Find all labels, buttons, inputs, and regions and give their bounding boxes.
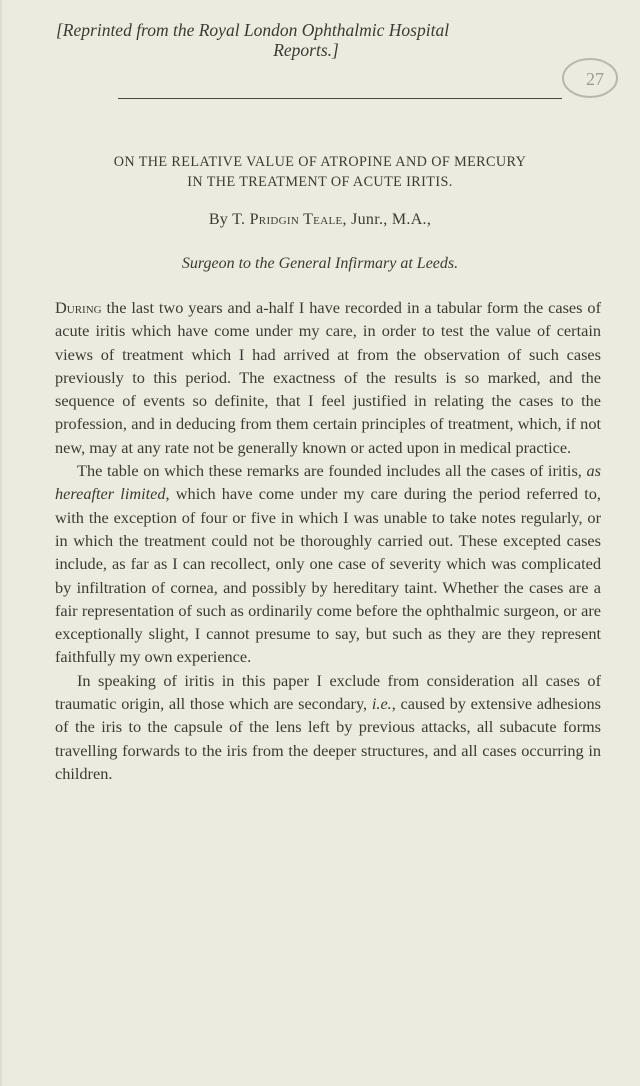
- paragraph-2-text-b: , which have come under my care during the period referred to, with the exception of four or five in which I was unable to take notes regularly, or in which the treatment could not be thoroughly carried out. These excepted cases include, as far as I can recollect, only one case of severity which was complicated by infiltration of cornea, and possibly by hereditary taint. Whether the cases are a fair representation of such as ordinarily come before the ophthalmic surgeon, or are exceptionally slight, I cannot presume to say, but such as they are they represent faithfully my own experience.: [55, 484, 601, 667]
- reprint-line-2: Reports.]: [273, 40, 339, 60]
- paragraph-3-emphasis: i.e.: [371, 694, 392, 714]
- reprint-line-1: [Reprinted from the Royal London Ophthalmic Hospital: [56, 20, 450, 40]
- opening-word: During: [55, 298, 102, 317]
- library-stamp: [560, 56, 620, 100]
- paragraph-3: [55, 669, 601, 785]
- article-title: [40, 152, 600, 192]
- paragraph-3-text-b: , caused by extensive adhesions of the iris to the capsule of the lens left by previous attacks, all subacute forms travelling forwards to the iris from the deeper structures, and all cases occurring in children.: [55, 694, 602, 783]
- stamp-number: 27: [586, 69, 604, 89]
- reprint-notice: [56, 20, 596, 60]
- paragraph-2-text-a: The table on which these remarks are founded includes all the cases of iritis,: [77, 461, 587, 481]
- article-body: [55, 296, 601, 785]
- author-affiliation: Surgeon to the General Infirmary at Leeds.: [181, 255, 459, 272]
- paragraph-2-emphasis: as hereafter limited: [55, 461, 601, 504]
- title-line-2: IN THE TREATMENT OF ACUTE IRITIS.: [187, 174, 453, 190]
- paragraph-2: [55, 459, 601, 669]
- header-rule: [118, 98, 562, 99]
- byline-suffix: , Junr., M.A.,: [342, 211, 432, 228]
- paragraph-3-text-a: In speaking of iritis in this paper I exclude from consideration all cases of traumatic origin, all those which are secondary,: [55, 670, 601, 714]
- byline-prefix: By T.: [208, 211, 250, 228]
- author-name: Pridgin Teale: [249, 211, 343, 228]
- title-line-1: ON THE RELATIVE VALUE OF ATROPINE AND OF MERCURY: [113, 154, 527, 170]
- author-byline: [40, 211, 600, 229]
- page-edge-shadow: [0, 0, 3, 1086]
- paragraph-1: [55, 296, 601, 459]
- paragraph-1-text: the last two years and a-half I have recorded in a tabular form the cases of acute iritis which have come under my care, in order to test the value of certain views of treatment which I had arrived at from the observation of such cases previously to this period. The exactness of the results is so marked, and the sequence of events so definite, that I feel justified in relating the cases to the profession, and in deducing from them certain principles of treatment, which, if not new, may at any rate not be generally known or acted upon in medical practice.: [55, 298, 601, 457]
